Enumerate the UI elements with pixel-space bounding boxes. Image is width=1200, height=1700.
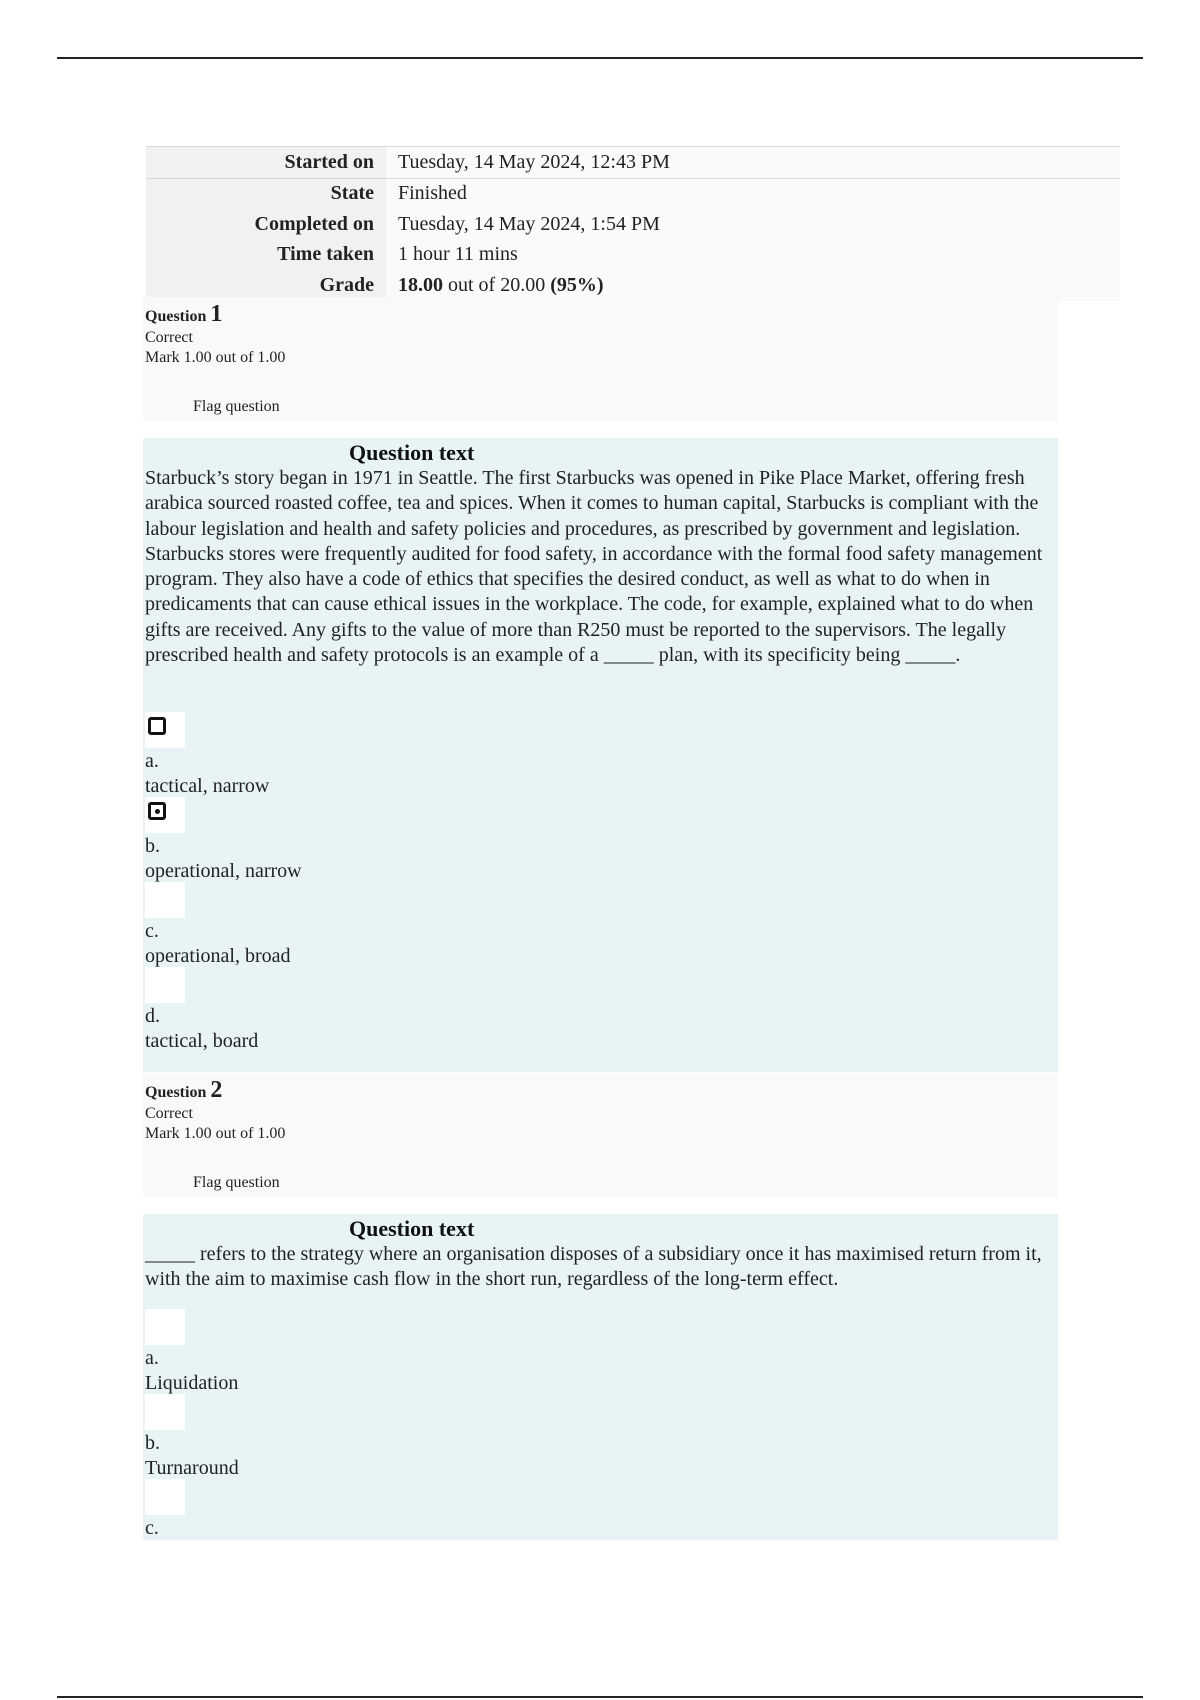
page-top-rule	[57, 57, 1143, 59]
answer-letter: b.	[145, 1432, 160, 1454]
answer-letter: c.	[145, 920, 159, 942]
question-content-2	[143, 1214, 1058, 1540]
question-text-heading: Question text	[349, 1216, 475, 1241]
flag-question-link[interactable]: Flag question	[193, 1174, 280, 1191]
summary-label: Grade	[146, 270, 386, 301]
answer-text: tactical, narrow	[145, 775, 270, 797]
flag-question-link[interactable]: Flag question	[193, 398, 280, 415]
grade-out-of: out of 20.00	[443, 273, 551, 296]
summary-row-started	[146, 146, 1120, 179]
summary-label: Started on	[146, 147, 386, 178]
answer-letter: b.	[145, 835, 160, 857]
radio-selected-icon	[148, 802, 166, 820]
summary-value: Tuesday, 14 May 2024, 12:43 PM	[386, 147, 1120, 178]
question-text-heading: Question text	[349, 440, 475, 465]
question-number	[145, 1077, 222, 1104]
answer-letter: a.	[145, 750, 159, 772]
question-text: _____ refers to the strategy where an organisation disposes of a subsidiary once it has maximised return from it, with the aim to maximise cash flow in the short run, regardless of the long-term effect.	[145, 1243, 1042, 1291]
radio-button[interactable]	[145, 797, 185, 833]
summary-row-grade	[146, 270, 1120, 301]
summary-row-completed	[146, 209, 1120, 240]
answer-text: Liquidation	[145, 1372, 239, 1394]
radio-checked-icon	[148, 717, 166, 735]
question-mark: Mark 1.00 out of 1.00	[145, 1125, 286, 1142]
page-bottom-rule	[57, 1696, 1143, 1698]
radio-button[interactable]	[145, 1309, 185, 1345]
question-num: 2	[210, 1077, 223, 1103]
radio-button[interactable]	[145, 1394, 185, 1430]
answer-text: operational, broad	[145, 945, 291, 967]
summary-label: State	[146, 179, 386, 210]
summary-label: Completed on	[146, 209, 386, 240]
answer-text: tactical, board	[145, 1030, 259, 1052]
question-label: Question	[145, 308, 207, 325]
summary-row-state	[146, 179, 1120, 210]
question-state: Correct	[145, 329, 193, 346]
attempt-summary-table	[146, 146, 1120, 301]
question-content-1	[143, 438, 1058, 1072]
summary-label: Time taken	[146, 240, 386, 271]
question-label: Question	[145, 1084, 207, 1101]
summary-value: 1 hour 11 mins	[386, 240, 1120, 271]
grade-value	[386, 270, 1120, 301]
grade-score: 18.00	[398, 273, 443, 296]
summary-value: Tuesday, 14 May 2024, 1:54 PM	[386, 209, 1120, 240]
radio-button[interactable]	[145, 712, 185, 748]
question-info-2	[143, 1073, 1058, 1197]
summary-value: Finished	[386, 179, 1120, 210]
answer-text: operational, narrow	[145, 860, 302, 882]
question-num: 1	[210, 301, 223, 327]
radio-button[interactable]	[145, 1479, 185, 1515]
summary-row-time-taken	[146, 240, 1120, 271]
answer-text: Turnaround	[145, 1457, 239, 1479]
question-state: Correct	[145, 1105, 193, 1122]
answer-letter: a.	[145, 1347, 159, 1369]
question-mark: Mark 1.00 out of 1.00	[145, 349, 286, 366]
question-text: Starbuck’s story began in 1971 in Seattle. The first Starbucks was opened in Pike Place Market, offering fresh arabica sourced roasted coffee, tea and spices. When it comes to human capital, Starbucks is compliant with the labour legislation and health and safety policies and procedures, as prescribed by government and legislation. Starbucks stores were frequently audited for food safety, in accordance with the formal food safety management program. They also have a code of ethics that specifies the desired conduct, as well as what to do when in predicaments that can cause ethical issues in the workplace. The code, for example, explained what to do when gifts are received. Any gifts to the value of more than R250 must be reported to the supervisors. The legally prescribed health and safety protocols is an example of a _____ plan, with its specificity being _____.	[145, 467, 1043, 667]
radio-button[interactable]	[145, 882, 185, 918]
radio-button[interactable]	[145, 967, 185, 1003]
grade-percent: (95%)	[550, 273, 604, 296]
answer-letter: d.	[145, 1005, 160, 1027]
question-info-1	[143, 297, 1058, 421]
answer-letter: c.	[145, 1517, 159, 1539]
question-number	[145, 301, 222, 328]
